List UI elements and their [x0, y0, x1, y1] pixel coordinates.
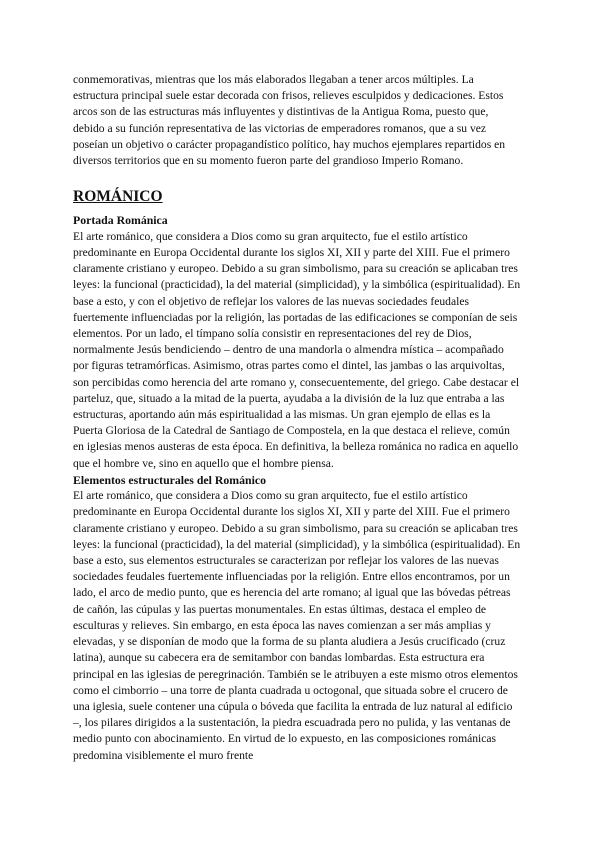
intro-paragraph: conmemorativas, mientras que los más elaborados llegaban a tener arcos múltiples. La estructura principal suele estar decorada con frisos, relieves esculpidos y dedicaciones. Estos arcos son de las estructuras más influyentes y distintivas de la Antigua Roma, puesto que, debido a su función representativa de las victorias de emperadores romanos, que a su vez poseían un objetivo o carácter propagandístico político, hay muchos ejemplares repartidos en diversos territorios que en su momento fueron parte del grandioso Imperio Romano. — [73, 73, 506, 168]
subsection-heading-portada: Portada Románica — [73, 213, 168, 228]
section-title: ROMÁNICO — [73, 188, 163, 206]
subsection-body-elementos: El arte románico, que considera a Dios como su gran arquitecto, fue el estilo artístico predominante en Europa Occidental durante los siglos XI, XII y parte del XIII. Fue el primero claramente cristiano y europeo. Debido a su gran simbolismo, para su creación se aplicaban tres leyes: la funcional (practicidad), la del material (simplicidad), y la simbólica (espiritualidad). En base a esto, sus elementos estructurales se caracterizan por reflejar los valores de las nuevas sociedades feudales fuertemente influenciadas por la religión. Entre ellos encontramos, por un lado, el arco de medio punto, que es herencia del arte romano; al igual que las bóvedas pétreas de cañón, las cúpulas y las puertas monumentales. En estas últimas, destaca el empleo de esculturas y relieves. Sin embargo, en esta época las naves comienzan a ser más amplias y elevadas, y se disponían de modo que la forma de su planta aludiera a Jesús crucificado (cruz latina), aunque su cabecera era de semitambor con bandas lombardas. Esta estructura era principal en las iglesias de peregrinación. También se le atribuyen a este mismo otros elementos como el cimborrio – una torre de planta cuadrada u octogonal, que situada sobre el crucero de una iglesia, suele contener una cúpula o bóveda que facilita la entrada de luz natural al edificio –, los pilares dirigidos a la sustentación, la piedra escuadrada pero no pulida, y las ventanas de medio punto con abocinamiento. En virtud de lo expuesto, en las composiciones románicas predomina visiblemente el muro frente — [73, 489, 521, 762]
subsection-body-portada: El arte románico, que considera a Dios como su gran arquitecto, fue el estilo artístico predominante en Europa Occidental durante los siglos XI, XII y parte del XIII. Fue el primero claramente cristiano y europeo. Debido a su gran simbolismo, para su creación se aplicaban tres leyes: la funcional (practicidad), la del material (simplicidad), y la simbólica (espiritualidad). En base a esto, y con el objetivo de reflejar los valores de las nuevas sociedades feudales fuertemente influenciadas por la religión, las portadas de las edificaciones se componían de seis elementos. Por un lado, el tímpano solía consistir en representaciones del rey de Dios, normalmente Jesús bendiciendo – dentro de una mandorla o almendra mística – acompañado por figuras tetramórficas. Asimismo, otras partes como el dintel, las jambas o las arquivoltas, son percibidas como herencia del arte romano y, consecuentemente, del griego. Cabe destacar el parteluz, que, situado a la mitad de la puerta, ayudaba a la división de la luz que entraba a las estructuras, aportando aún más espiritualidad a las mismas. Un gran ejemplo de ellas es la Puerta Gloriosa de la Catedral de Santiago de Compostela, en la que destaca el relieve, común en iglesias menos austeras de esta época. En definitiva, la belleza románica no radica en aquello que el hombre ve, sino en aquello que el hombre piensa. — [73, 229, 521, 470]
subsection-heading-elementos: Elementos estructurales del Románico — [73, 472, 266, 487]
document-page — [73, 72, 521, 764]
